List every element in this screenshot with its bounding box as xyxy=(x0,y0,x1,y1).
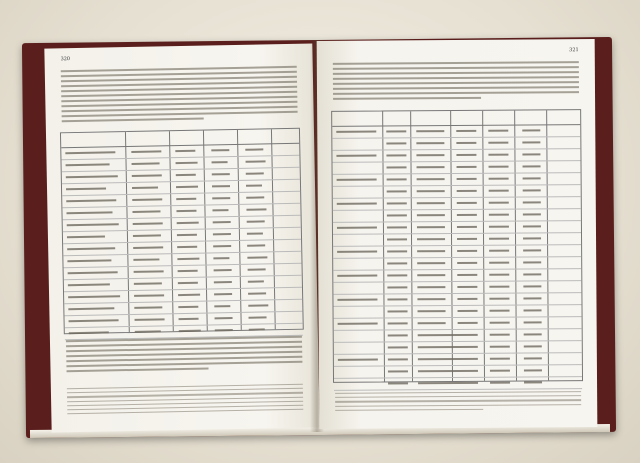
right-data-table xyxy=(331,109,583,383)
left-intro-text xyxy=(61,66,298,126)
left-page-number: 320 xyxy=(60,56,71,63)
left-lower-text xyxy=(66,336,303,376)
right-page-number: 321 xyxy=(569,47,579,54)
right-page xyxy=(317,39,598,429)
right-footnotes xyxy=(335,391,581,414)
left-page xyxy=(44,43,319,432)
right-intro-text xyxy=(333,61,579,103)
left-data-table xyxy=(60,128,304,335)
left-footnotes xyxy=(67,384,304,418)
